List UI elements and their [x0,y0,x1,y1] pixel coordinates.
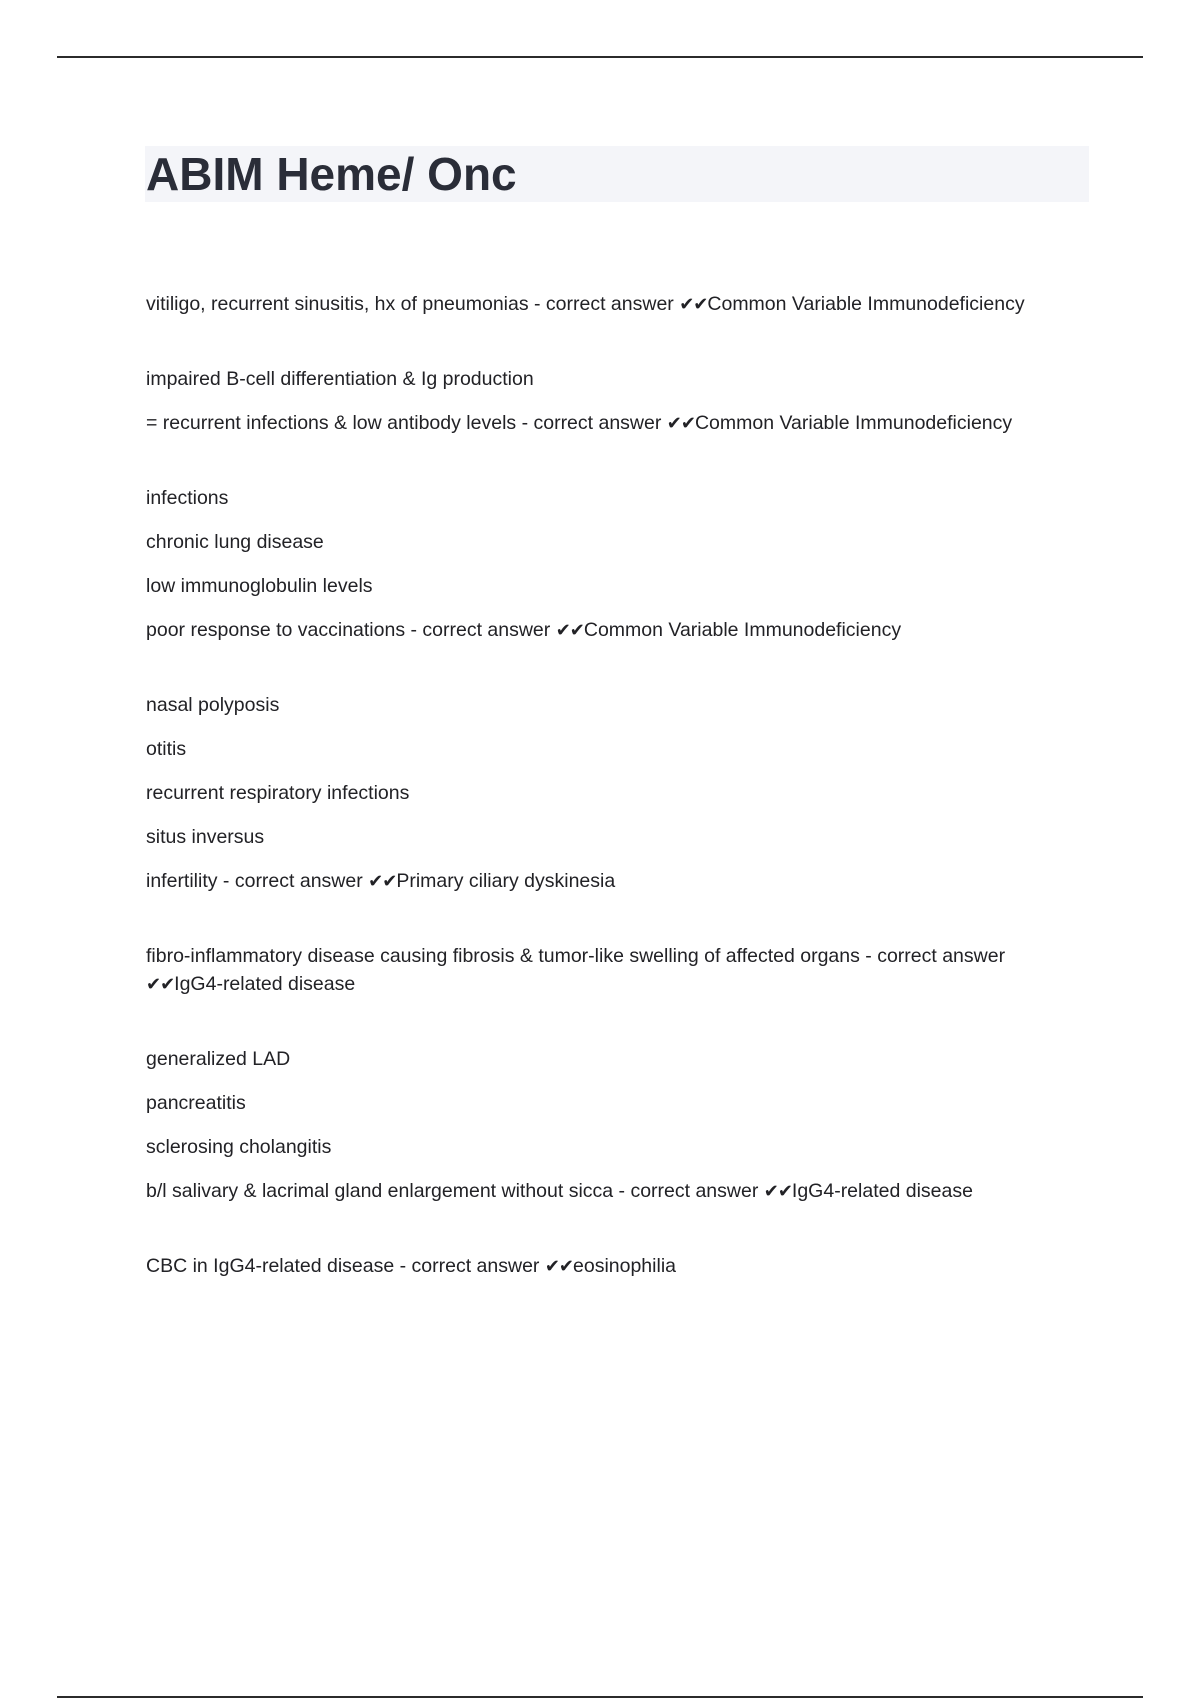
page-title: ABIM Heme/ Onc [146,148,517,200]
answer-text: Common Variable Immunodeficiency [707,293,1025,315]
check-marks-icon: ✔✔ [763,1181,792,1202]
question-text: vitiligo, recurrent sinusitis, hx of pneumonias - correct answer [146,293,680,315]
answer-text: IgG4-related disease [174,973,356,995]
question-answer-line [146,942,1066,999]
question-line: otitis [146,738,187,760]
flashcard [146,365,1066,438]
question-text: b/l salivary & lacrimal gland enlargement without sicca - correct answer [146,1180,764,1202]
bottom-rule [57,1696,1143,1698]
flashcard-list [146,290,1066,1327]
check-marks-icon: ✔✔ [555,620,584,641]
check-marks-icon: ✔✔ [544,1256,573,1277]
question-line: situs inversus [146,826,265,848]
answer-text: Common Variable Immunodeficiency [694,412,1013,434]
flashcard [146,1045,1066,1206]
flashcard [146,691,1066,896]
question-answer-line [146,867,1066,896]
question-line: generalized LAD [146,1048,291,1070]
question-answer-line [146,1252,1066,1281]
flashcard [146,1252,1066,1281]
question-text: poor response to vaccinations - correct answer [146,619,556,641]
question-text: = recurrent infections & low antibody levels - correct answer [146,412,667,434]
answer-text: Primary ciliary dyskinesia [396,870,616,892]
top-rule [57,56,1143,58]
flashcard [146,290,1066,319]
question-line: impaired B-cell differentiation & Ig production [146,368,534,390]
question-line: low immunoglobulin levels [146,575,373,597]
flashcard [146,942,1066,999]
question-line: pancreatitis [146,1092,246,1114]
answer-text: IgG4-related disease [791,1180,973,1202]
question-text: CBC in IgG4-related disease - correct answer [146,1255,545,1277]
question-line: recurrent respiratory infections [146,782,410,804]
question-text: infertility - correct answer [146,870,369,892]
question-answer-line [146,616,1066,645]
answer-text: eosinophilia [573,1255,676,1277]
check-marks-icon: ✔✔ [666,413,695,434]
question-line: sclerosing cholangitis [146,1136,332,1158]
flashcard [146,484,1066,645]
answer-text: Common Variable Immunodeficiency [583,619,902,641]
check-marks-icon: ✔✔ [368,871,397,892]
question-line: chronic lung disease [146,531,324,553]
check-marks-icon: ✔✔ [146,974,175,995]
question-answer-line [146,409,1066,438]
question-answer-line [146,290,1066,319]
question-line: infections [146,487,229,509]
question-answer-line [146,1177,1066,1206]
question-text: fibro-inflammatory disease causing fibrosis & tumor-like swelling of affected organs - correct answer [146,945,1006,967]
question-line: nasal polyposis [146,694,280,716]
check-marks-icon: ✔✔ [679,294,708,315]
